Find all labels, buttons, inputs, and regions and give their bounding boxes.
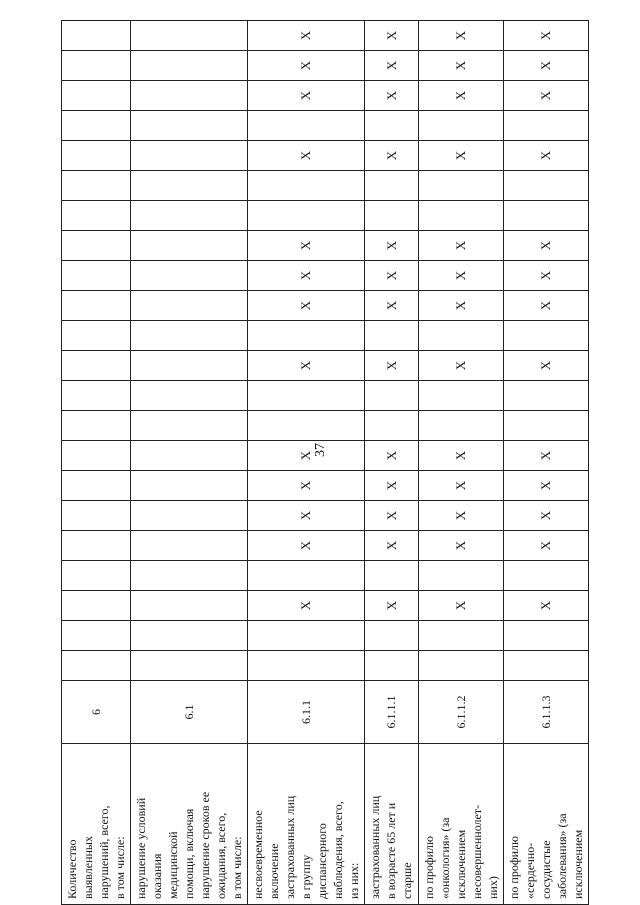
row-label-line: нарушение условий [134,797,148,899]
empty-cell [248,111,365,141]
row-label-cell [62,744,131,905]
row-label-line: выявленных [81,836,95,899]
x-mark-cell: X [365,531,419,561]
empty-cell [419,111,504,141]
empty-cell [504,411,589,441]
empty-cell [248,321,365,351]
x-mark-cell: X [248,441,365,471]
empty-cell [131,411,248,441]
row-label-line: по профилю [422,836,436,899]
x-mark-cell: X [504,531,589,561]
empty-cell [62,291,131,321]
row-label-line: застрахованных лиц [283,795,297,899]
empty-cell [62,441,131,471]
row-label-cell [131,744,248,905]
empty-cell [131,111,248,141]
empty-cell [131,471,248,501]
empty-cell [131,321,248,351]
row-label-line: исключением [454,829,468,899]
row-label-line: заболевания» (за [555,813,569,899]
row-label-line: застрахованных лиц [368,795,382,899]
x-mark-cell: X [504,21,589,51]
x-mark-cell: X [419,231,504,261]
x-mark-cell: X [248,141,365,171]
x-mark-cell: X [248,501,365,531]
row-label-line: «сердечно- [523,842,537,899]
x-mark-cell: X [419,351,504,381]
x-mark-cell: X [365,471,419,501]
row-label-line: диспансерного [315,823,329,899]
empty-cell [504,171,589,201]
x-mark-cell: X [365,81,419,111]
row-label-line: в возрасте 65 лет и [384,802,398,899]
empty-cell [131,141,248,171]
x-mark-cell: X [248,261,365,291]
x-mark-cell: X [248,351,365,381]
x-mark-cell: X [419,261,504,291]
empty-cell [62,201,131,231]
row-label-line: ожидания, всего, [214,812,228,899]
empty-cell [248,651,365,681]
empty-cell [131,21,248,51]
empty-cell [131,51,248,81]
empty-cell [419,321,504,351]
empty-cell [131,351,248,381]
row-code-cell: 6.1.1.3 [504,681,589,744]
x-mark-cell: X [419,51,504,81]
empty-cell [248,621,365,651]
x-mark-cell: X [419,531,504,561]
x-mark-cell: X [504,501,589,531]
row-label-line: в том числе: [230,836,244,899]
empty-cell [504,651,589,681]
x-mark-cell: X [419,81,504,111]
row-label-line: из них: [347,862,361,899]
empty-cell [62,21,131,51]
row-code-cell: 6 [62,681,131,744]
empty-cell [419,411,504,441]
empty-cell [365,411,419,441]
row-code-cell: 6.1.1.2 [419,681,504,744]
x-mark-cell: X [248,21,365,51]
page-number: 37 [313,443,328,457]
row-label-line: исключением [571,829,585,899]
row-label-line: нарушений, всего, [97,805,111,899]
row-label-line: оказания [150,853,164,899]
empty-cell [248,171,365,201]
x-mark-cell: X [365,501,419,531]
empty-cell [62,561,131,591]
empty-cell [504,111,589,141]
x-mark-cell: X [504,261,589,291]
x-mark-cell: X [504,471,589,501]
empty-cell [62,351,131,381]
x-mark-cell: X [365,261,419,291]
empty-cell [365,171,419,201]
x-mark-cell: X [504,231,589,261]
row-label-cell [248,744,365,905]
empty-cell [62,471,131,501]
x-mark-cell: X [504,81,589,111]
empty-cell [365,561,419,591]
empty-cell [62,411,131,441]
table-row [504,21,589,905]
x-mark-cell: X [365,351,419,381]
row-label-cell [419,744,504,905]
x-mark-cell: X [419,471,504,501]
empty-cell [62,51,131,81]
empty-cell [131,231,248,261]
table-row [419,21,504,905]
x-mark-cell: X [419,141,504,171]
x-mark-cell: X [248,531,365,561]
row-label-line: несвоевременное [251,810,265,899]
empty-cell [62,111,131,141]
x-mark-cell: X [248,81,365,111]
empty-cell [131,201,248,231]
x-mark-cell: X [504,441,589,471]
empty-cell [504,321,589,351]
row-label-line: несовершеннолет- [470,804,484,899]
x-mark-cell: X [365,21,419,51]
table-body [62,21,589,905]
x-mark-cell: X [419,441,504,471]
x-mark-cell: X [365,231,419,261]
row-code-cell: 6.1.1.1 [365,681,419,744]
empty-cell [419,621,504,651]
empty-cell [365,111,419,141]
empty-cell [365,381,419,411]
empty-cell [365,651,419,681]
empty-cell [419,561,504,591]
row-label-line: по профилю [507,836,521,899]
row-label-cell [365,744,419,905]
row-label-line: нарушение сроков ее [198,791,212,899]
empty-cell [62,621,131,651]
empty-cell [131,591,248,621]
x-mark-cell: X [419,291,504,321]
empty-cell [131,291,248,321]
empty-cell [504,561,589,591]
row-label-line: наблюдения, всего, [331,801,345,899]
empty-cell [365,321,419,351]
x-mark-cell: X [504,141,589,171]
row-label-line: в том числе: [113,836,127,899]
violations-table [61,20,589,905]
x-mark-cell: X [419,21,504,51]
empty-cell [62,171,131,201]
empty-cell [62,231,131,261]
x-mark-cell: X [419,501,504,531]
row-label-cell [504,744,589,905]
rotated-table-container [61,30,585,905]
empty-cell [131,381,248,411]
empty-cell [131,261,248,291]
x-mark-cell: X [504,351,589,381]
empty-cell [131,441,248,471]
row-label-line: помощи, включая [182,808,196,899]
table-row [131,21,248,905]
empty-cell [62,651,131,681]
table-row [248,21,365,905]
x-mark-cell: X [248,591,365,621]
table-row [62,21,131,905]
x-mark-cell: X [248,291,365,321]
empty-cell [62,261,131,291]
empty-cell [365,621,419,651]
empty-cell [419,381,504,411]
row-code-cell: 6.1.1 [248,681,365,744]
empty-cell [419,171,504,201]
empty-cell [62,381,131,411]
x-mark-cell: X [504,291,589,321]
x-mark-cell: X [365,591,419,621]
x-mark-cell: X [419,591,504,621]
row-label-line: них) [486,876,500,899]
table-row [365,21,419,905]
empty-cell [62,141,131,171]
row-label-line: «онкология» (за [438,817,452,899]
row-label-line: сосудистые [539,840,553,899]
empty-cell [131,561,248,591]
empty-cell [248,381,365,411]
empty-cell [419,651,504,681]
empty-cell [248,201,365,231]
empty-cell [62,81,131,111]
empty-cell [131,651,248,681]
empty-cell [62,321,131,351]
row-label-line: Количество [65,839,79,899]
row-label-line: включение [267,843,281,899]
x-mark-cell: X [504,591,589,621]
row-label-line: старше [400,862,414,899]
empty-cell [131,81,248,111]
empty-cell [504,381,589,411]
row-label-line: в группу [299,854,313,899]
empty-cell [248,561,365,591]
x-mark-cell: X [248,51,365,81]
empty-cell [365,201,419,231]
row-code-cell: 6.1 [131,681,248,744]
x-mark-cell: X [248,471,365,501]
empty-cell [62,591,131,621]
empty-cell [504,621,589,651]
x-mark-cell: X [248,231,365,261]
x-mark-cell: X [365,441,419,471]
x-mark-cell: X [365,51,419,81]
empty-cell [131,531,248,561]
empty-cell [62,501,131,531]
empty-cell [504,201,589,231]
row-label-line: медицинской [166,831,180,899]
x-mark-cell: X [504,51,589,81]
empty-cell [131,621,248,651]
x-mark-cell: X [365,141,419,171]
empty-cell [131,501,248,531]
empty-cell [248,411,365,441]
empty-cell [131,171,248,201]
x-mark-cell: X [365,291,419,321]
empty-cell [62,531,131,561]
empty-cell [419,201,504,231]
